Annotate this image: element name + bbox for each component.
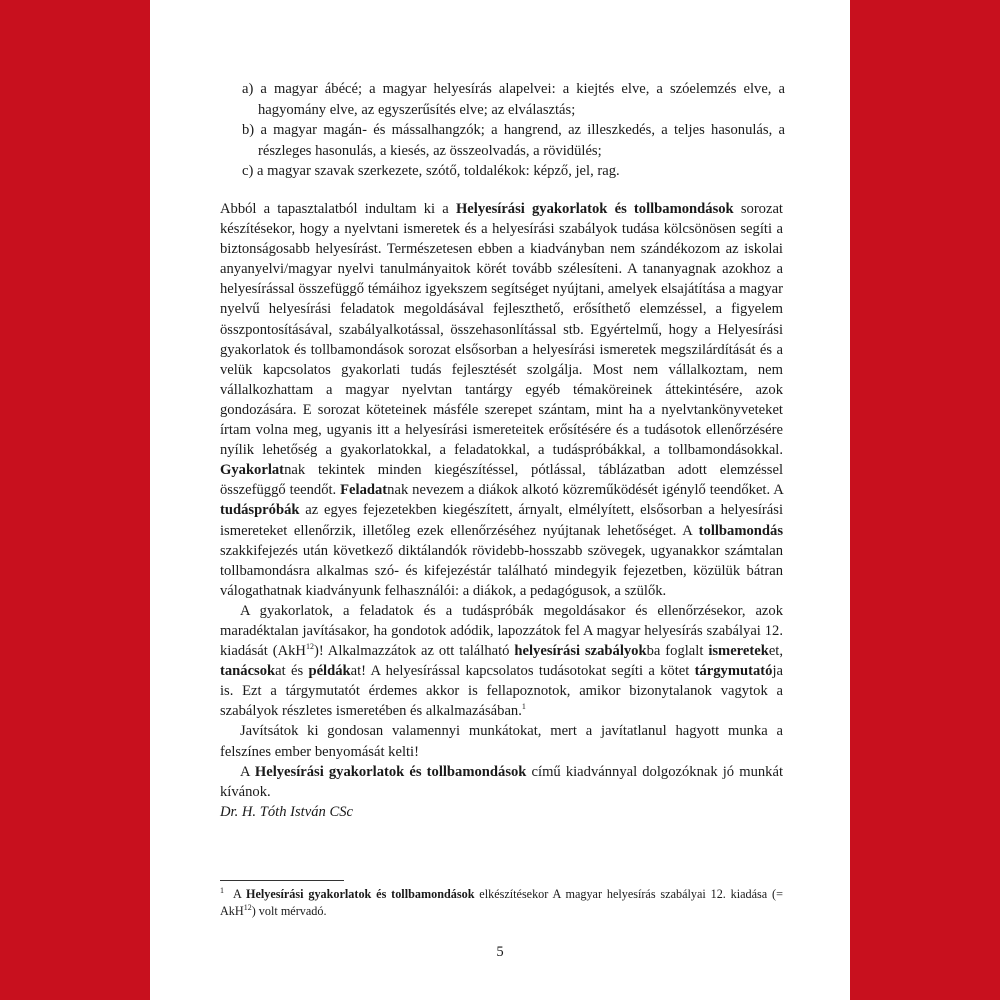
topic-list [242, 79, 785, 182]
bold-term: tárgymutató [694, 663, 773, 680]
bold-term: Feladat [340, 482, 388, 499]
footnote: $^1$ A Helyesírási gyakorlatok és tollbamondások elkészítésekor A magyar helyesírás szabályai 12. kiadása (= AkH$^{12}$) volt mérvadó. [220, 885, 783, 918]
paragraph-advice: Javítsátok ki gondosan valamennyi munkátokat, mert a javítatlanul hagyott munka a felszínes ember benyomását kelti! [220, 723, 783, 760]
footnote-ref[interactable]: 1 [521, 702, 526, 712]
page-number: 5 [496, 944, 504, 960]
list-item: a) a magyar ábécé; a magyar helyesírás alapelvei: a kiejtés elve, a szóelemzés elve, a hagyomány elve, az egyszerűsítés elve; az elválasztás; [242, 81, 785, 118]
bold-term: Helyesírási gyakorlatok és tollbamondások [245, 887, 475, 901]
bold-term: tanácsok [220, 663, 276, 680]
paragraph-closing: A Helyesírási gyakorlatok és tollbamondások című kiadvánnyal dolgozóknak jó munkát kívánok. [220, 763, 783, 800]
book-page [150, 0, 850, 1000]
bold-term: Gyakorlat [220, 462, 285, 479]
author-signature: Dr. H. Tóth István CSc [220, 803, 353, 820]
bold-term: ismeretek [708, 643, 769, 660]
bold-term: tollbamondás [698, 522, 783, 539]
bold-term: Helyesírási gyakorlatok és tollbamondások [254, 763, 527, 780]
bold-term: tudáspróbák [220, 502, 300, 519]
footnote-divider [220, 880, 344, 881]
bold-term: Helyesírási gyakorlatok és tollbamondások [455, 201, 734, 217]
bold-term: helyesírási szabályok [514, 643, 647, 660]
paragraph-rules: A gyakorlatok, a feladatok és a tudáspróbák megoldásakor és ellenőrzésekor, azok maradéktalan javításakor, ha gondotok adódik, lapozzátok fel A magyar helyesírás szabályai 12. kiadását (AkH$^{12}$)! Alkalmazzátok az ott található helyesírási szabályokba foglalt ismereteket, tanácsokat és példákat! A helyesírással kapcsolatos tudásotokat segíti a kötet tárgymutatója is. Ezt a tárgymutatót érdemes akkor is fellapoznotok, amikor bizonytalanok vagytok a szabályok részletes ismeretében és alkalmazásában.$^1$ [220, 602, 784, 720]
list-item: c) a magyar szavak szerkezete, szótő, toldalékok: képző, jel, rag. [242, 163, 620, 179]
main-text [220, 199, 783, 822]
bold-term: példák [308, 663, 351, 680]
paragraph-intro: Abból a tapasztalatból indultam ki a Helyesírási gyakorlatok és tollbamondások sorozat készítésekor, hogy a nyelvtani ismeretek és a helyesírási szabályok tudása kölcsönösen segíti a biztonságosabb helyesírást. Természetesen ebben a kiadványban nem szándékozom az iskolai anyanyelvi/magyar nyelvi tanulmányaitok körét tovább szélesíteni. A tananyagnak azokhoz a helyesírással összefüggő témáihoz igyekszem segítséget nyújtani, amelyek elsajátítása a magyar nyelvű helyesírási feladatok megoldásával fejleszthető, erősíthető elemzéssel, a figyelem összpontosításával, szabályalkotással, összehasonlítással stb. Egyértelmű, hogy a Helyesírási gyakorlatok és tollbamondások sorozat elsősorban a helyesírási ismeretek megszilárdítását és a velük kapcsolatos gyakorlati tudás fejlesztését szolgálja. Most nem vállalkoztam, nem vállalkozhattam a magyar nyelvtan tantárgy egyéb témaköreinek áttekintésére, azok gondozására. E sorozat köteteinek másféle szerepet szántam, mint ha a nyelvtankönyveteket írtam volna meg, ugyanis itt a helyesírási ismereteitek erősítésére és a tudásotok ellenőrzésére nyílik lehetőség a gyakorlatokkal, a feladatokkal, a tudáspróbákkal, a tollbamondásokkal. Gyakorlatnak tekintek minden kiegészítéssel, pótlással, táblázatban adott elemzéssel összefüggő teendőt. Feladatnak nevezem a diákok alkotó közreműködését igénylő teendőket. A tudáspróbák az egyes fejezetekben kiegészített, árnyalt, elmélyített, elsősorban a helyesírási ismereteket ellenőrzik, illetőleg ezek ellenőrzéséhez nyújtanak lehetőséget. A tollbamondás szakkifejezés után következő diktálandók rövidebb-hosszabb szövegek, ugyanakkor számtalan tollbamondásra alkalmas szó- és kifejezéstár található mindegyik fejezetben, közülük bátran válogathatnak kiadványunk felhasználói: a diákok, a pedagógusok, a szülők. [220, 201, 783, 599]
list-item: b) a magyar magán- és mássalhangzók; a hangrend, az illeszkedés, a teljes hasonulás, a részleges hasonulás, a kiesés, az összeolvadás, a rövidülés; [242, 122, 785, 159]
